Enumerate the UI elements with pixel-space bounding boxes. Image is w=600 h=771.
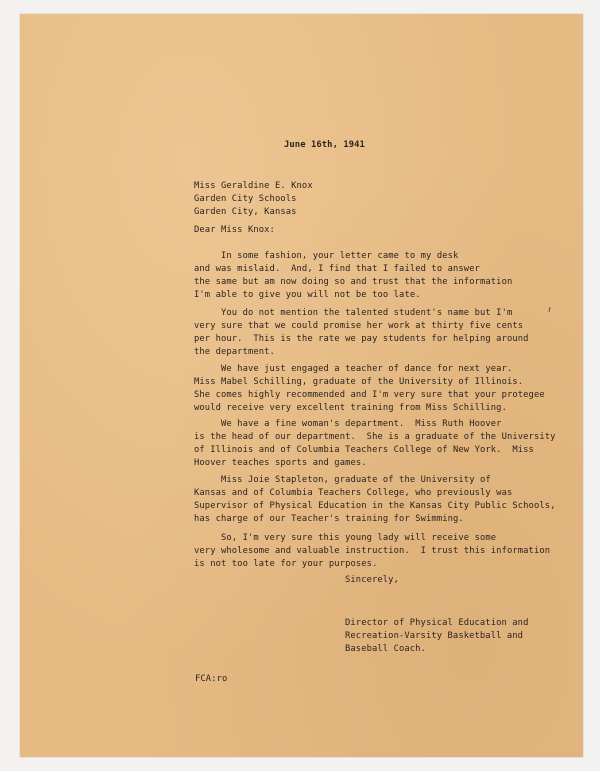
text-line: and was mislaid. And, I find that I failed to answer bbox=[194, 264, 480, 274]
body-paragraph bbox=[194, 250, 512, 302]
text-line: per hour. This is the rate we pay students for helping around bbox=[194, 334, 529, 344]
body-paragraph bbox=[194, 307, 529, 359]
body-paragraph bbox=[194, 418, 556, 470]
letter-page bbox=[20, 14, 583, 757]
recipient-address bbox=[194, 180, 313, 219]
text-line: So, I'm very sure this young lady will receive some bbox=[194, 533, 497, 543]
body-paragraph bbox=[194, 532, 550, 571]
text-line: Hoover teaches sports and games. bbox=[194, 458, 367, 468]
signature-block bbox=[345, 617, 528, 656]
closing: Sincerely, bbox=[345, 575, 399, 585]
text-line: Miss Joie Stapleton, graduate of the University of bbox=[194, 475, 491, 485]
text-line: In some fashion, your letter came to my desk bbox=[194, 251, 459, 261]
text-line: I'm able to give you will not be too late. bbox=[194, 290, 421, 300]
signature-line: Recreation-Varsity Basketball and bbox=[345, 631, 524, 641]
text-line: We have a fine woman's department. Miss Ruth Hoover bbox=[194, 419, 502, 429]
recipient-org-line: Garden City Schools bbox=[194, 194, 297, 204]
text-line: very sure that we could promise her work at thirty five cents bbox=[194, 321, 524, 331]
body-paragraph bbox=[194, 363, 545, 415]
text-line: She comes highly recommended and I'm very sure that your protegee bbox=[194, 390, 545, 400]
body-paragraph bbox=[194, 474, 556, 526]
recipient-city-line: Garden City, Kansas bbox=[194, 207, 297, 217]
text-line: You do not mention the talented student's name but I'm bbox=[194, 308, 513, 318]
text-line: Supervisor of Physical Education in the Kansas City Public Schools, bbox=[194, 501, 556, 511]
text-line: Kansas and of Columbia Teachers College, who previously was bbox=[194, 488, 513, 498]
recipient-name-line: Miss Geraldine E. Knox bbox=[194, 181, 313, 191]
text-line: the same but am now doing so and trust that the information bbox=[194, 277, 513, 287]
text-line: very wholesome and valuable instruction. I trust this information bbox=[194, 546, 551, 556]
salutation: Dear Miss Knox: bbox=[194, 225, 275, 235]
pencil-tick-mark bbox=[548, 307, 550, 312]
text-line: the department. bbox=[194, 347, 275, 357]
text-line: We have just engaged a teacher of dance for next year. bbox=[194, 364, 513, 374]
text-line: of Illinois and of Columbia Teachers College of New York. Miss bbox=[194, 445, 534, 455]
text-line: is not too late for your purposes. bbox=[194, 559, 378, 569]
letter-date: June 16th, 1941 bbox=[284, 140, 365, 150]
text-line: is the head of our department. She is a graduate of the University bbox=[194, 432, 556, 442]
signature-line: Baseball Coach. bbox=[345, 644, 426, 654]
text-line: has charge of our Teacher's training for Swimming. bbox=[194, 514, 464, 524]
signature-line: Director of Physical Education and bbox=[345, 618, 529, 628]
text-line: would receive very excellent training from Miss Schilling. bbox=[194, 403, 507, 413]
reference-initials: FCA:ro bbox=[195, 674, 228, 684]
text-line: Miss Mabel Schilling, graduate of the University of Illinois. bbox=[194, 377, 524, 387]
